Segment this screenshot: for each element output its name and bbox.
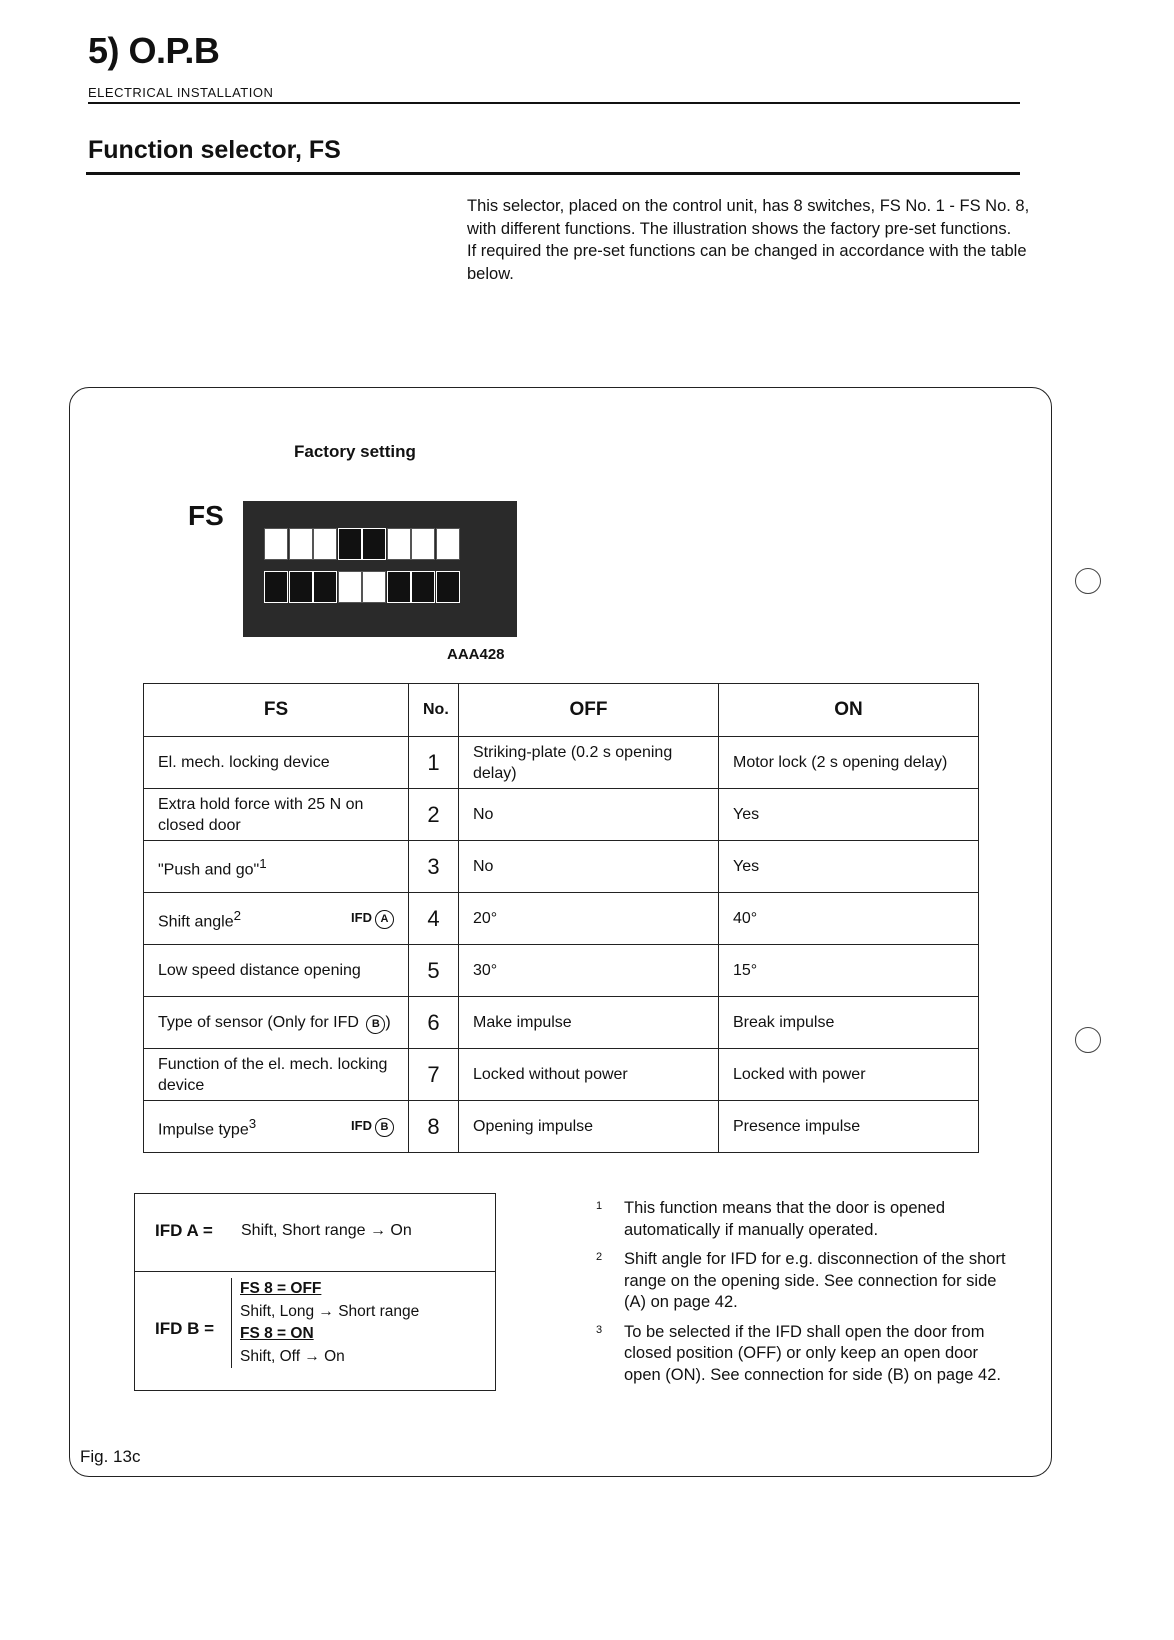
ifd-a-value: Shift, Short range → On (241, 1222, 412, 1239)
section-subtitle: ELECTRICAL INSTALLATION (88, 85, 274, 100)
on-cell: Presence impulse (719, 1101, 979, 1153)
on-cell: Yes (719, 789, 979, 841)
switch-number: 8 (409, 1101, 459, 1153)
function-cell: Extra hold force with 25 N on closed door (144, 789, 409, 841)
function-text: "Push and go" (158, 861, 260, 879)
switch-number: 7 (409, 1049, 459, 1101)
off-cell: Striking-plate (0.2 s opening delay) (459, 737, 719, 789)
header-off: OFF (459, 684, 719, 737)
intro-paragraph: This selector, placed on the control unit, has 8 switches, FS No. 1 - FS No. 8, with different functions. The illustration shows the factory pre-set functions. (467, 197, 1030, 238)
section-number: 5) O.P.B (88, 30, 220, 71)
on-cell: 15° (719, 945, 979, 997)
off-cell: Make impulse (459, 997, 719, 1049)
header-on: ON (719, 684, 979, 737)
table-row (144, 945, 979, 997)
intro-paragraph: If required the pre-set functions can be changed in accordance with the table below. (467, 242, 1027, 283)
switch-slot-on-side (362, 528, 386, 560)
footnote-ref: 2 (233, 907, 242, 923)
off-cell: Locked without power (459, 1049, 719, 1101)
footnote (596, 1322, 1016, 1387)
switch-slot-on-side (338, 528, 362, 560)
footnote (596, 1249, 1016, 1314)
on-cell: 40° (719, 893, 979, 945)
function-text: Shift angle (158, 913, 234, 931)
function-text-end: ) (385, 1013, 391, 1031)
footnote-text: This function means that the door is opened automatically if manually operated. (624, 1199, 946, 1239)
footnote-text: To be selected if the IFD shall open the door from closed position (OFF) or only keep an open door open (ON). See connection for side (B) on page 42. (624, 1322, 1001, 1384)
footnote-mark: 3 (596, 1323, 603, 1336)
figure-code: AAA428 (447, 646, 505, 663)
on-cell: Motor lock (2 s opening delay) (719, 737, 979, 789)
switch-number: 4 (409, 893, 459, 945)
on-cell: Break impulse (719, 997, 979, 1049)
ifd-label: IFD (351, 910, 372, 926)
footnote-ref: 1 (259, 855, 267, 871)
function-cell (144, 1101, 409, 1153)
function-cell (144, 841, 409, 893)
off-cell: No (459, 789, 719, 841)
switch-number: 5 (409, 945, 459, 997)
off-cell: 20° (459, 893, 719, 945)
switch-slot-off-side (338, 571, 362, 603)
switch-number: 2 (409, 789, 459, 841)
footnote (596, 1198, 1016, 1241)
switch-slot-off-side (313, 571, 337, 603)
ifd-label: IFD (351, 1118, 372, 1134)
table-row (144, 841, 979, 893)
ifd-a-key: IFD A = (155, 1221, 213, 1240)
function-cell (144, 893, 409, 945)
table-row (144, 997, 979, 1049)
dip-switch-illustration (243, 501, 517, 637)
switch-slot-on-side (436, 528, 460, 560)
header-rule (88, 102, 1020, 104)
function-cell: Function of the el. mech. locking device (144, 1049, 409, 1101)
page-title: Function selector, FS (88, 136, 341, 164)
switch-slot-off-side (289, 571, 313, 603)
intro-text (467, 195, 1057, 285)
ifd-legend-box (134, 1193, 496, 1391)
switch-slot-off-side (436, 571, 460, 603)
table-row (144, 893, 979, 945)
function-cell (144, 997, 409, 1049)
switch-number: 1 (409, 737, 459, 789)
switch-slot-on-side (289, 528, 313, 560)
switch-slot-on-side (264, 528, 288, 560)
table-row (144, 789, 979, 841)
factory-setting-label: Factory setting (294, 442, 416, 461)
switch-slot-on-side (313, 528, 337, 560)
ifd-tag (351, 907, 394, 929)
header-no: No. (409, 684, 459, 737)
function-table (143, 683, 979, 1153)
switch-number: 3 (409, 841, 459, 893)
header-fs: FS (144, 684, 409, 737)
circled-letter-icon: A (375, 910, 394, 929)
ifd-b-options (231, 1278, 419, 1368)
function-cell: Low speed distance opening (144, 945, 409, 997)
fs-label: FS (188, 500, 224, 531)
switch-slot-off-side (362, 571, 386, 603)
footnote-text: Shift angle for IFD for e.g. disconnection of the short range on the opening side. See connection for side (A) on page 42. (624, 1250, 1006, 1311)
off-cell: No (459, 841, 719, 893)
switch-slot-off-side (264, 571, 288, 603)
switch-slot-on-side (411, 528, 435, 560)
footnotes (596, 1198, 1016, 1394)
option-condition: FS 8 = ON (240, 1325, 314, 1342)
circled-letter-icon: B (375, 1118, 394, 1137)
function-text: Impulse type (158, 1121, 249, 1139)
table-row (144, 1101, 979, 1153)
ifd-a-row (135, 1194, 495, 1272)
option-value: Shift, Off → On (240, 1347, 345, 1365)
switch-slot-off-side (387, 571, 411, 603)
table-row (144, 1049, 979, 1101)
circled-letter-icon: B (366, 1015, 385, 1034)
switch-slot-on-side (387, 528, 411, 560)
table-header-row (144, 684, 979, 737)
off-cell: Opening impulse (459, 1101, 719, 1153)
footnote-mark: 1 (596, 1200, 603, 1212)
title-rule (86, 172, 1020, 175)
on-cell: Locked with power (719, 1049, 979, 1101)
option-value: Shift, Long → Short range (240, 1302, 420, 1320)
binder-hole-mark (1075, 1027, 1101, 1053)
switch-number: 6 (409, 997, 459, 1049)
switch-slot-off-side (411, 571, 435, 603)
on-cell: Yes (719, 841, 979, 893)
ifd-tag (351, 1115, 394, 1137)
binder-hole-mark (1075, 568, 1101, 594)
ifd-b-key: IFD B = (155, 1319, 215, 1338)
footnote-mark: 2 (596, 1251, 603, 1263)
function-text: Type of sensor (Only for IFD (158, 1013, 359, 1031)
off-cell: 30° (459, 945, 719, 997)
function-cell: El. mech. locking device (144, 737, 409, 789)
footnote-ref: 3 (248, 1115, 257, 1131)
option-condition: FS 8 = OFF (240, 1280, 322, 1297)
figure-caption: Fig. 13c (80, 1447, 141, 1466)
table-row (144, 737, 979, 789)
